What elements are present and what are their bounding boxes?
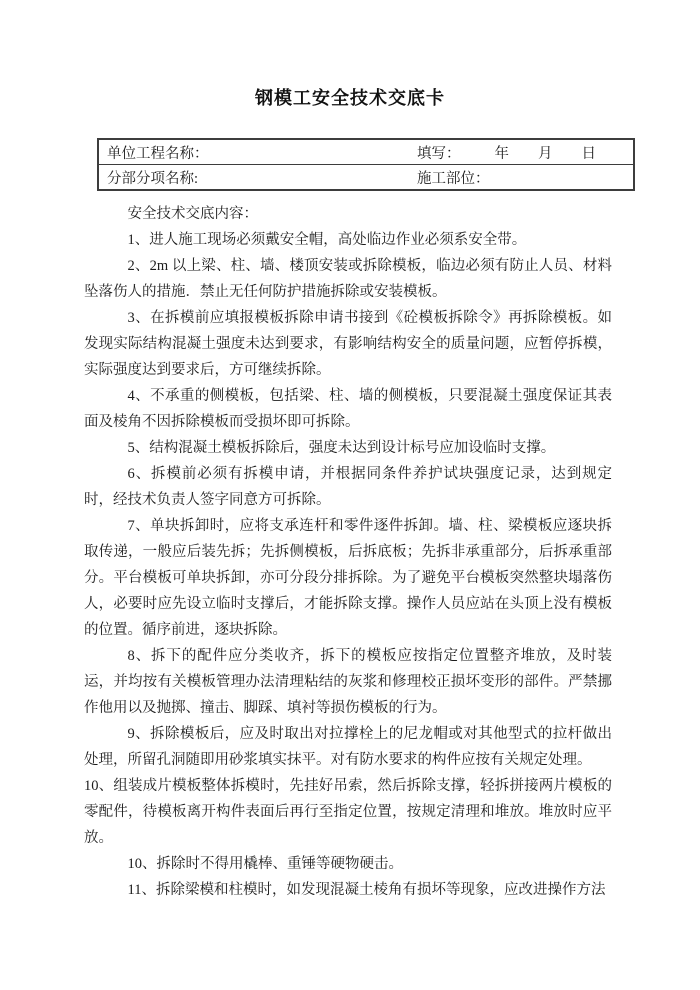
month-label: 月 [538, 145, 553, 162]
header-table-row-2 [99, 165, 633, 189]
year-label: 年 [494, 145, 509, 162]
paragraph: 4、不承重的侧模板，包括梁、柱、墙的侧模板，只要混凝土强度保证其表面及棱角不因拆除模板而受损坏即可拆除。 [84, 388, 612, 430]
paragraph: 10、组装成片模板整体拆模时，先挂好吊索，然后拆除支撑，轻拆拼接两片模板的零配件，待模板离开构件表面后再行至指定位置，按规定清理和堆放。堆放时应平放。 [84, 778, 612, 846]
content-paragraphs [84, 227, 612, 903]
paragraph: 8、拆下的配件应分类收齐，拆下的模板应按指定位置整齐堆放，及时装运，并均按有关模板管理办法清理粘结的灰浆和修理校正损坏变形的部件。严禁挪作他用以及抛掷、撞击、脚踩、填衬等损伤模板的行为。 [84, 648, 612, 716]
paragraph: 6、拆模前必须有拆模申请，并根据同条件养护试块强度记录，达到规定时，经技术负责人签字同意方可拆除。 [84, 466, 612, 508]
header-table-row-1 [99, 140, 633, 165]
paragraph: 5、结构混凝土模板拆除后，强度未达到设计标号应加设临时支撑。 [127, 440, 556, 456]
unit-project-name-label: 单位工程名称： [107, 145, 209, 162]
content-heading: 安全技术交底内容： [127, 206, 258, 222]
paragraph: 1、进人施工现场必须戴安全帽，高处临边作业必须系安全带。 [127, 232, 527, 248]
fill-label: 填写： [417, 145, 461, 162]
paragraph: 2、2m 以上梁、柱、墙、楼顶安装或拆除模板，临边必须有防止人员、材料坠落伤人的措施．禁止无任何防护措施拆除或安装模板。 [84, 258, 612, 300]
subdivision-name-label: 分部分项名称: [107, 170, 199, 187]
content-area [84, 201, 612, 903]
paragraph: 9、拆除模板后，应及时取出对拉撑栓上的尼龙帽或对其他型式的拉杆做出处理，所留孔洞随即用砂浆填实抹平。对有防水要求的构件应按有关规定处理。 [84, 726, 612, 768]
day-label: 日 [581, 145, 596, 162]
construction-part-label: 施工部位： [417, 170, 490, 187]
paragraph: 3、在拆模前应填报模板拆除申请书接到《砼模板拆除令》再拆除模板。如发现实际结构混凝土强度未达到要求，有影响结构安全的质量问题，应暂停拆模，实际强度达到要求后，方可继续拆除。 [84, 310, 612, 378]
header-table [97, 138, 635, 191]
paragraph: 10、拆除时不得用橇棒、重锤等硬物硬击。 [127, 856, 403, 872]
paragraph: 11、拆除梁模和柱模时，如发现混凝土棱角有损坏等现象，应改进操作方法 [127, 882, 606, 898]
fill-date-cell [417, 142, 633, 163]
page-title: 钢模工安全技术交底卡 [255, 88, 445, 108]
paragraph: 7、单块拆卸时，应将支承连杆和零件逐件拆卸。墙、柱、梁模板应逐块拆取传递，一般应后装先拆；先拆侧模板，后拆底板；先拆非承重部分，后拆承重部分。平台模板可单块拆卸，亦可分段分排拆除。为了避免平台模板突然整块塌落伤人，必要时应先设立临时支撑后，才能拆除支撑。操作人员应站在头顶上没有模板的位置。循序前进，逐块拆除。 [84, 518, 612, 638]
